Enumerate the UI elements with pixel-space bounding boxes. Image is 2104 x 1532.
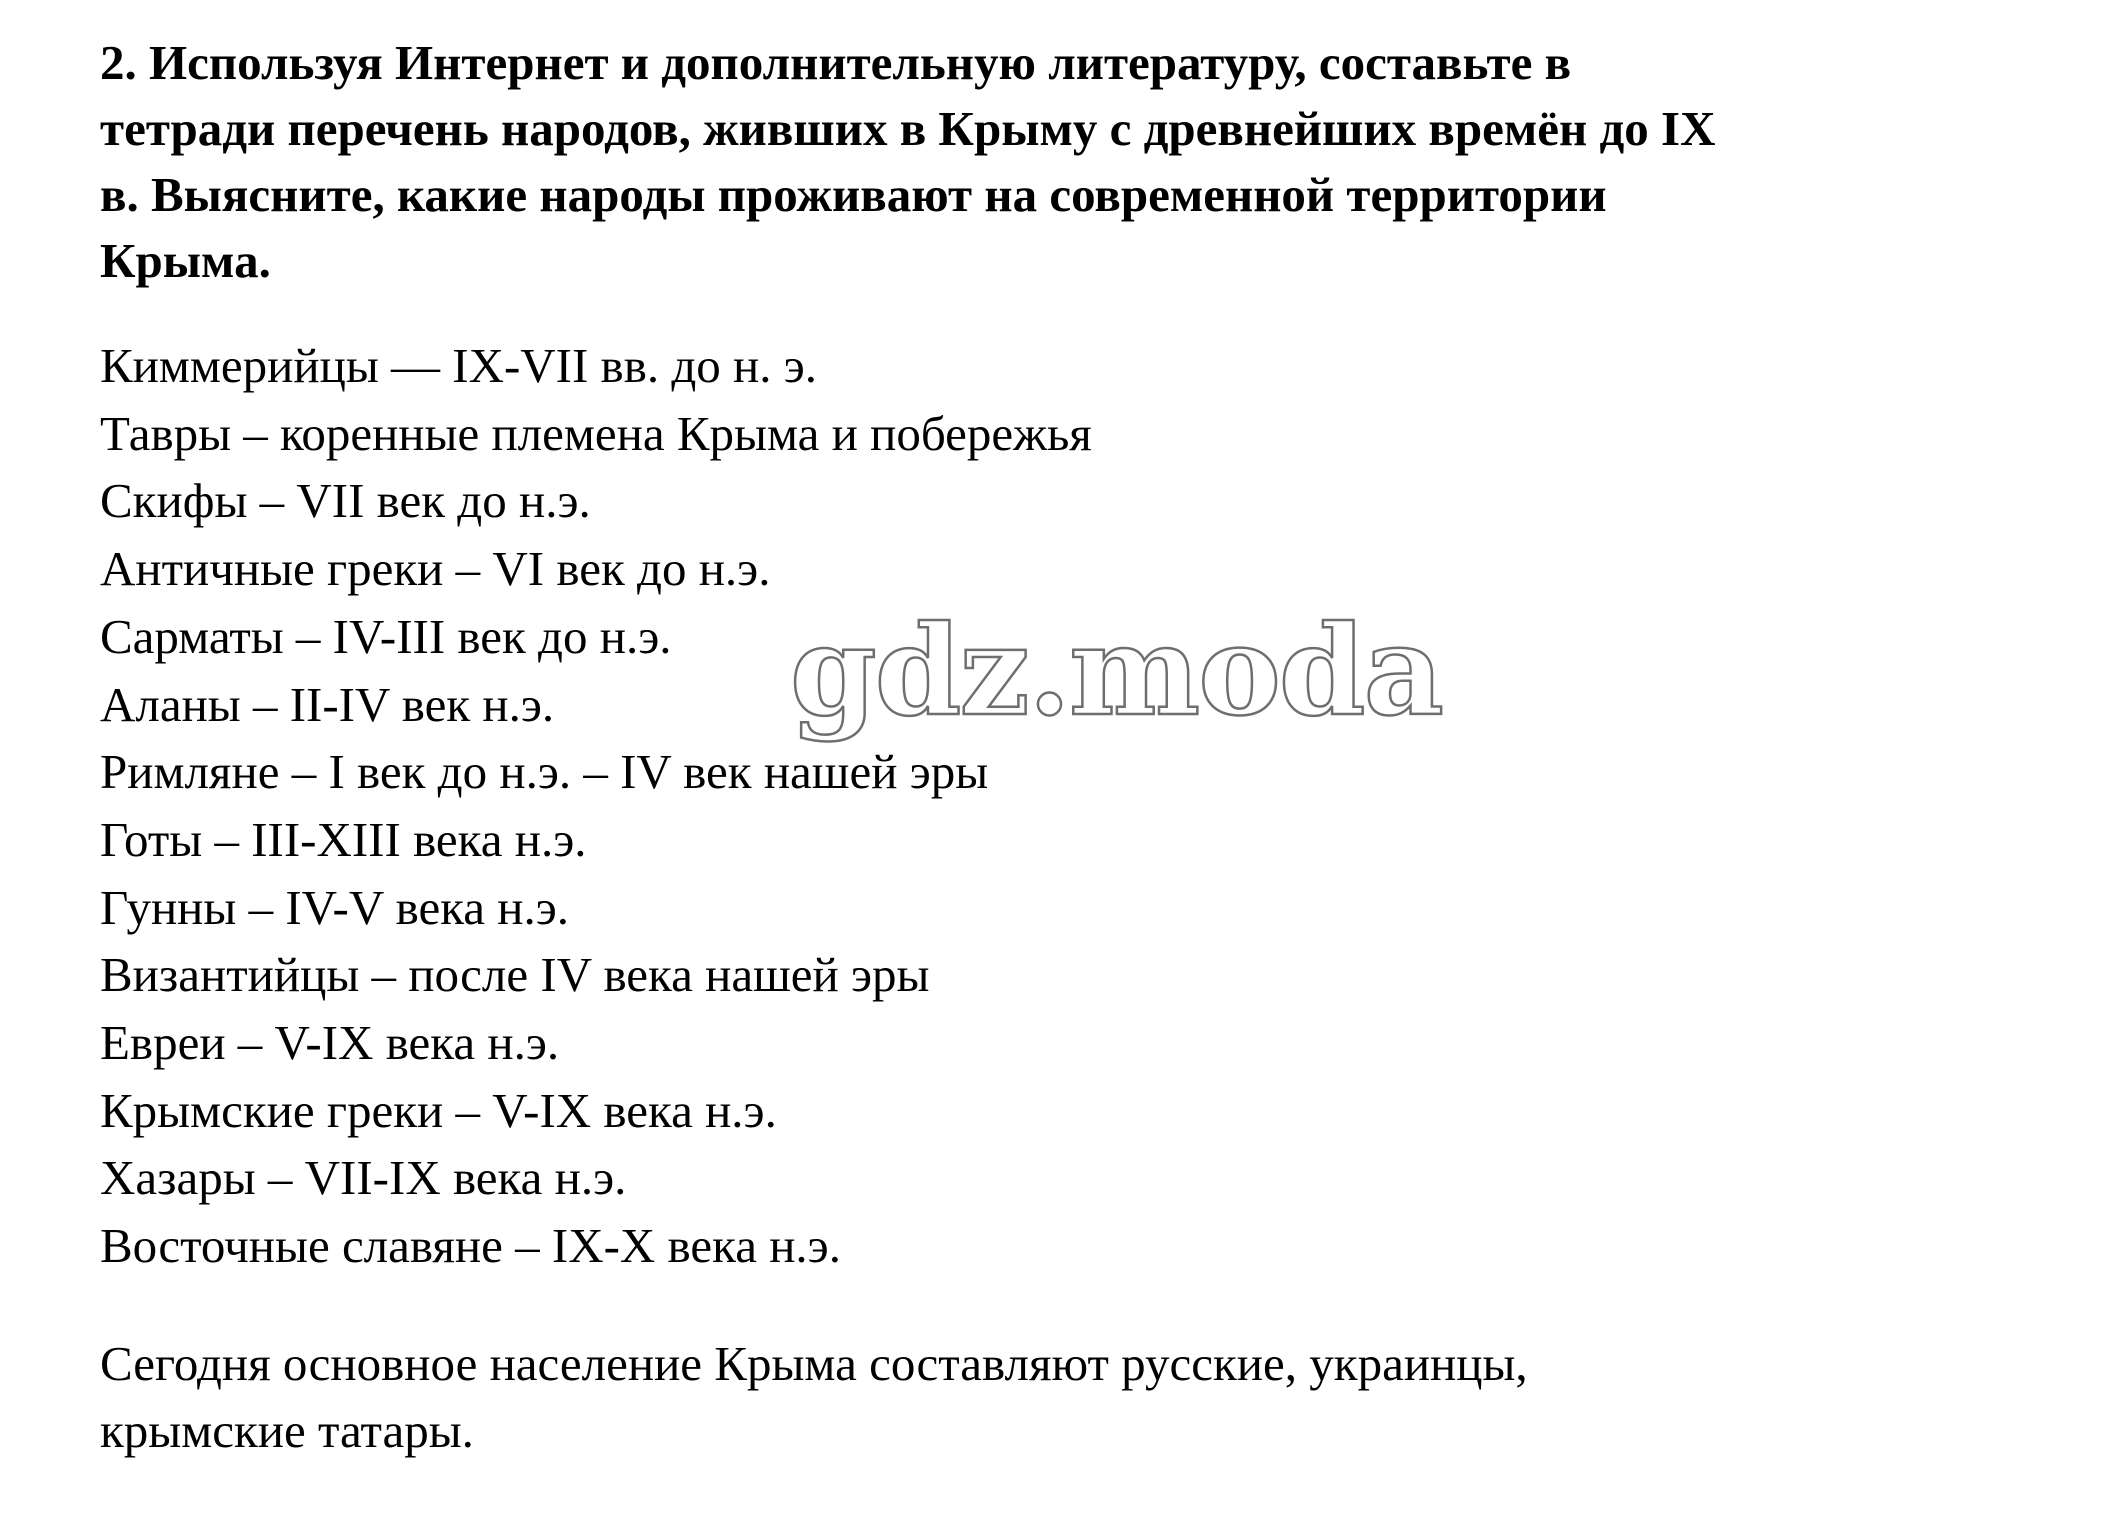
list-item: Аланы – II-IV век н.э. [100,676,555,732]
list-item: Античные греки – VI век до н.э. [100,541,771,597]
task-statement: 2. Используя Интернет и дополнительную литературу, составьте в тетради перечень народов, живших в Крыму с древнейших времён до IX в. Выясните, какие народы проживают на современной территории Крыма. [100,35,1716,288]
list-item: Хазары – VII-IX века н.э. [100,1150,627,1206]
list-item: Евреи – V-IX века н.э. [100,1015,560,1071]
list-item: Сарматы – IV-III век до н.э. [100,608,672,664]
conclusion-paragraph: Сегодня основное население Крыма составляют русские, украинцы, крымские татары. [100,1335,1528,1458]
list-item: Римляне – I век до н.э. – IV век нашей эры [100,744,989,800]
list-item: Скифы – VII век до н.э. [100,473,591,529]
document-page [100,30,2060,1464]
list-item: Византийцы – после IV века нашей эры [100,947,930,1003]
list-item: Киммерийцы — IX-VII вв. до н. э. [100,338,818,393]
watermark-logo: gdz.moda [790,599,1442,744]
list-item: Крымские греки – V-IX века н.э. [100,1082,777,1138]
list-item: Тавры – коренные племена Крыма и побережья [100,405,1092,461]
list-item: Восточные славяне – IX-X века н.э. [100,1218,841,1274]
peoples-list [100,332,2060,1280]
list-item: Гунны – IV-V века н.э. [100,879,570,935]
list-item: Готы – III-XIII века н.э. [100,811,587,867]
